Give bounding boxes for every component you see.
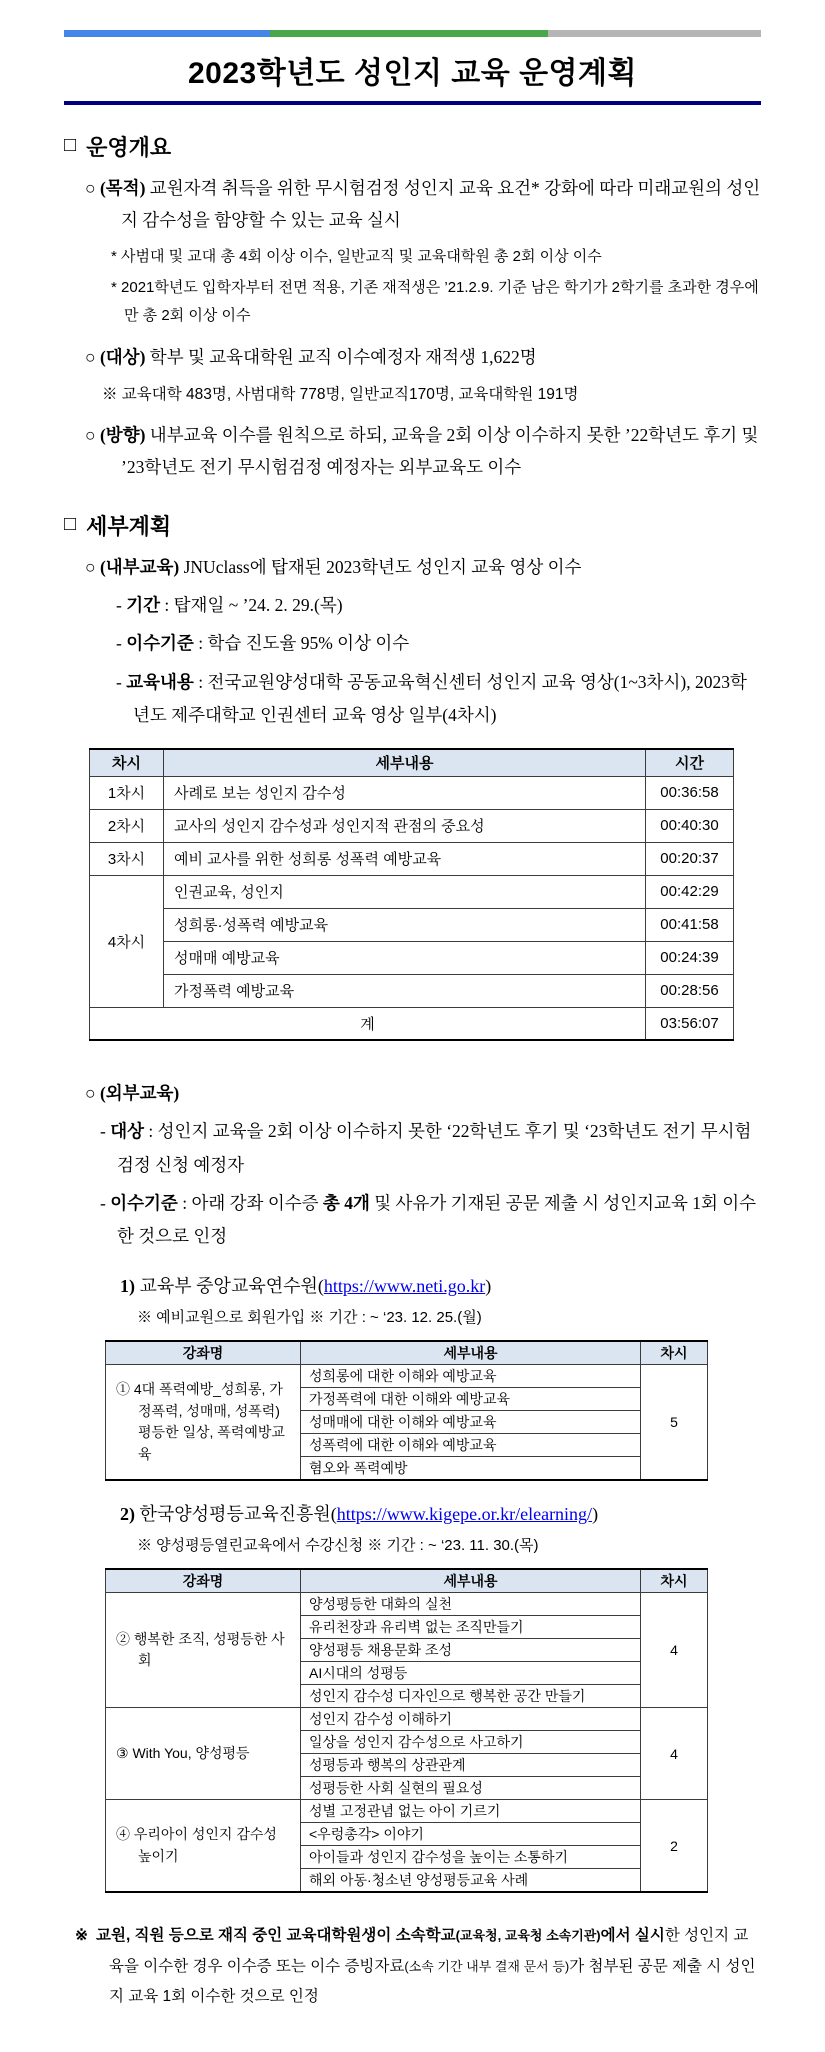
circle-bullet-icon: ○: [85, 347, 96, 368]
table-row: [90, 842, 734, 875]
internal-standard-item: [64, 627, 761, 660]
target-paragraph: [64, 341, 761, 373]
dash-bullet: -: [116, 595, 122, 616]
paren-open: (: [330, 1504, 337, 1525]
footnote-seg4: 한 성인지 교육을 이수한 경우 이수증 또는 이수 증빙자료: [109, 1927, 749, 1975]
external-standard-bold: 총 4개: [322, 1192, 370, 1213]
footnote-seg3: 에서 실시: [600, 1927, 665, 1945]
external-target-text: 성인지 교육을 2회 이상 이수하지 못한 ‘22학년도 후기 및 ‘23학년도 전기 무시험검정 신청 예정자: [117, 1121, 752, 1175]
internal-text: JNUclass에 탑재된 2023학년도 성인지 교육 영상 이수: [183, 556, 582, 577]
colon: :: [164, 595, 170, 616]
period-text: 탑재일 ~ ’24. 2. 29.(목): [173, 595, 343, 616]
internal-education-paragraph: [64, 551, 761, 583]
internal-education-table: [89, 748, 734, 1041]
bar-segment-blue: [64, 30, 270, 37]
external-education-section: [64, 1077, 761, 2012]
kigepe-course-table: [105, 1568, 708, 1893]
provider2-heading: [64, 1501, 761, 1528]
internal-content-item: [64, 666, 761, 733]
provider1-number: 1): [120, 1276, 135, 1297]
target-label: (대상): [99, 347, 146, 368]
column-header-session: 차시: [90, 749, 164, 776]
kigepe-link[interactable]: https://www.kigepe.or.kr/elearning/: [336, 1504, 593, 1525]
provider1-heading: [64, 1273, 761, 1300]
external-target-label: 대상: [110, 1121, 145, 1142]
paren-close: ): [485, 1276, 492, 1297]
table-row: [106, 1800, 708, 1823]
course-cell: ④ 우리아이 성인지 감수성 높이기: [106, 1800, 301, 1893]
detail-cell: 성폭력에 대한 이해와 예방교육: [301, 1434, 641, 1457]
circle-bullet-icon: ○: [85, 1083, 96, 1104]
table-row: [90, 974, 734, 1007]
table-header-row: [106, 1341, 708, 1365]
time-cell: 00:24:39: [646, 941, 734, 974]
footnote-seg6: 가 첨부된 공문 제출 시 성인지 교육 1회 이수한 것으로 인정: [109, 1957, 756, 2005]
colon: :: [198, 633, 204, 654]
session-cell: 1차시: [90, 776, 164, 809]
target-breakdown-note: ※ 교육대학 483명, 사범대학 778명, 일반교직170명, 교육대학원 191명: [102, 385, 579, 403]
total-time-cell: 03:56:07: [646, 1007, 734, 1040]
detail-cell: 아이들과 성인지 감수성을 높이는 소통하기: [301, 1846, 641, 1869]
detail-cell: 성인지 감수성 이해하기: [301, 1708, 641, 1731]
column-header-content: 세부내용: [301, 1569, 641, 1593]
detail-cell: 가정폭력에 대한 이해와 예방교육: [301, 1388, 641, 1411]
purpose-text: 교원자격 취득을 위한 무시험검정 성인지 교육 요건* 강화에 따라 미래교원의 성인지 감수성을 함양할 수 있는 교육 실시: [121, 178, 761, 231]
provider2-name: 한국양성평등교육진흥원: [139, 1504, 331, 1525]
table-row: [90, 908, 734, 941]
column-header-course: 강좌명: [106, 1341, 301, 1365]
time-cell: 00:20:37: [646, 842, 734, 875]
table-row: [106, 1593, 708, 1616]
bar-segment-green: [270, 30, 549, 37]
standard-label: 이수기준: [126, 633, 194, 654]
colon: :: [148, 1121, 154, 1142]
time-cell: 00:36:58: [646, 776, 734, 809]
content-cell: 가정폭력 예방교육: [164, 974, 646, 1007]
session-cell: 4차시: [90, 875, 164, 1007]
external-label: (외부교육): [99, 1083, 180, 1104]
colon: :: [198, 671, 204, 692]
square-bullet-icon: □: [64, 512, 77, 535]
content-cell: 성매매 예방교육: [164, 941, 646, 974]
course-cell: ① 4대 폭력예방_성희롱, 가정폭력, 성매매, 성폭력)평등한 일상, 폭력예방교육: [106, 1365, 301, 1481]
external-standard-pre: 아래 강좌 이수증: [191, 1192, 323, 1213]
course-cell: ② 행복한 조직, 성평등한 사회: [106, 1593, 301, 1708]
detail-cell: 성인지 감수성 디자인으로 행복한 공간 만들기: [301, 1685, 641, 1708]
session-count-cell: 5: [641, 1365, 708, 1481]
detail-cell: 유리천장과 유리벽 없는 조직만들기: [301, 1616, 641, 1639]
session-count-cell: 4: [641, 1708, 708, 1800]
neti-course-table: [105, 1340, 708, 1481]
table-row: [90, 941, 734, 974]
dash-bullet: -: [116, 633, 122, 654]
section-title-detail: 세부계획: [86, 513, 172, 539]
content-cell: 예비 교사를 위한 성희롱 성폭력 예방교육: [164, 842, 646, 875]
time-cell: 00:42:29: [646, 875, 734, 908]
detail-cell: 양성평등한 대화의 실천: [301, 1593, 641, 1616]
table-row: [90, 776, 734, 809]
purpose-paragraph: [64, 172, 761, 237]
provider1-note: ※ 예비교원으로 회원가입 ※ 기간 : ~ ‘23. 12. 25.(월): [137, 1309, 482, 1327]
direction-paragraph: [64, 419, 761, 484]
detail-cell: 성희롱에 대한 이해와 예방교육: [301, 1365, 641, 1388]
provider2-number: 2): [120, 1504, 135, 1525]
detail-cell: <우렁총각> 이야기: [301, 1823, 641, 1846]
detail-cell: AI시대의 성평등: [301, 1662, 641, 1685]
target-text: 학부 및 교육대학원 교직 이수예정자 재적생 1,622명: [149, 347, 537, 368]
purpose-label: (목적): [99, 178, 146, 198]
detail-cell: 성평등과 행복의 상관관계: [301, 1754, 641, 1777]
table-header-row: [106, 1569, 708, 1593]
content-cell: 인권교육, 성인지: [164, 875, 646, 908]
content-cell: 교사의 성인지 감수성과 성인지적 관점의 중요성: [164, 809, 646, 842]
detail-cell: 성매매에 대한 이해와 예방교육: [301, 1411, 641, 1434]
table-row: [90, 875, 734, 908]
circle-bullet-icon: ○: [85, 556, 96, 577]
direction-text: 내부교육 이수를 원칙으로 하되, 교육을 2회 이상 이수하지 못한 ’22학년도 후기 및 ’23학년도 전기 무시험검정 예정자는 외부교육도 이수: [121, 424, 759, 478]
column-header-time: 시간: [646, 749, 734, 776]
title-top-bar: [64, 30, 761, 37]
column-header-course: 강좌명: [106, 1569, 301, 1593]
circle-bullet-icon: ○: [85, 424, 96, 445]
colon: :: [182, 1192, 188, 1213]
external-footnote: [64, 1921, 761, 2012]
detail-cell: 성별 고정관념 없는 아이 기르기: [301, 1800, 641, 1823]
title-underline: [64, 101, 761, 105]
session-count-cell: 4: [641, 1593, 708, 1708]
purpose-footnote-2: * 2021학년도 입학자부터 전면 적용, 기존 재적생은 ’21.2.9. 기준 남은 학기가 2학기를 초과한 경우에만 총 2회 이상 이수: [111, 278, 759, 325]
direction-label: (방향): [99, 424, 146, 445]
footnote-seg2: (교육청, 교육청 소속기관): [455, 1928, 601, 1944]
course-cell: ③ With You, 양성평등: [106, 1708, 301, 1800]
session-count-cell: 2: [641, 1800, 708, 1893]
section-heading-overview: [64, 131, 761, 162]
time-cell: 00:28:56: [646, 974, 734, 1007]
provider2-note: ※ 양성평등열린교육에서 수강신청 ※ 기간 : ~ ‘23. 11. 30.(목): [137, 1537, 539, 1555]
footnote-seg5: (소속 기간 내부 결재 문서 등): [404, 1958, 570, 1974]
content-text: 전국교원양성대학 공동교육혁신센터 성인지 교육 영상(1~3차시), 2023학년도 제주대학교 인권센터 교육 영상 일부(4차시): [133, 671, 747, 725]
column-header-session: 차시: [641, 1569, 708, 1593]
column-header-session: 차시: [641, 1341, 708, 1365]
paren-close: ): [592, 1504, 599, 1525]
detail-cell: 해외 아동·청소년 양성평등교육 사례: [301, 1869, 641, 1893]
detail-cell: 일상을 성인지 감수성으로 사고하기: [301, 1731, 641, 1754]
note-marker: ※: [75, 1927, 88, 1945]
total-label-cell: 계: [90, 1007, 646, 1040]
standard-text: 학습 진도율 95% 이상 이수: [207, 633, 410, 654]
table-row: [106, 1708, 708, 1731]
page-title: 2023학년도 성인지 교육 운영계획: [187, 57, 637, 90]
table-total-row: [90, 1007, 734, 1040]
neti-link[interactable]: https://www.neti.go.kr: [323, 1276, 486, 1297]
external-target-item: [64, 1115, 761, 1182]
internal-period-item: [64, 589, 761, 622]
column-header-content: 세부내용: [301, 1341, 641, 1365]
table-header-row: [90, 749, 734, 776]
table-row: [90, 809, 734, 842]
content-cell: 성희롱·성폭력 예방교육: [164, 908, 646, 941]
footnote-seg1: 교원, 직원 등으로 재직 중인 교육대학원생이 소속학교: [96, 1927, 456, 1945]
circle-bullet-icon: ○: [85, 178, 96, 198]
time-cell: 00:40:30: [646, 809, 734, 842]
dash-bullet: -: [100, 1192, 106, 1213]
section-title-overview: 운영개요: [86, 135, 172, 160]
detail-cell: 양성평등 채용문화 조성: [301, 1639, 641, 1662]
time-cell: 00:41:58: [646, 908, 734, 941]
dash-bullet: -: [100, 1121, 106, 1142]
section-heading-detail: [64, 510, 761, 541]
detail-cell: 성평등한 사회 실현의 필요성: [301, 1777, 641, 1800]
session-cell: 3차시: [90, 842, 164, 875]
detail-cell: 혐오와 폭력예방: [301, 1457, 641, 1481]
square-bullet-icon: □: [64, 134, 77, 156]
content-label: 교육내용: [126, 671, 194, 692]
internal-label: (내부교육): [99, 556, 180, 577]
external-standard-item: [64, 1187, 761, 1254]
content-cell: 사례로 보는 성인지 감수성: [164, 776, 646, 809]
period-label: 기간: [126, 595, 161, 616]
table-row: [106, 1365, 708, 1388]
session-cell: 2차시: [90, 809, 164, 842]
external-standard-label: 이수기준: [110, 1192, 178, 1213]
external-standard-post: 및 사유가 기재된 공문 제출 시 성인지교육 1회 이수한 것으로 인정: [117, 1192, 757, 1247]
external-education-paragraph: [64, 1077, 761, 1109]
provider1-name: 교육부 중앙교육연수원: [139, 1276, 318, 1297]
dash-bullet: -: [116, 671, 122, 692]
bar-segment-gray: [548, 30, 761, 37]
paren-open: (: [317, 1276, 324, 1297]
purpose-footnote-1: * 사범대 및 교대 총 4회 이상 이수, 일반교직 및 교육대학원 총 2회 이상 이수: [111, 247, 602, 265]
column-header-content: 세부내용: [164, 749, 646, 776]
